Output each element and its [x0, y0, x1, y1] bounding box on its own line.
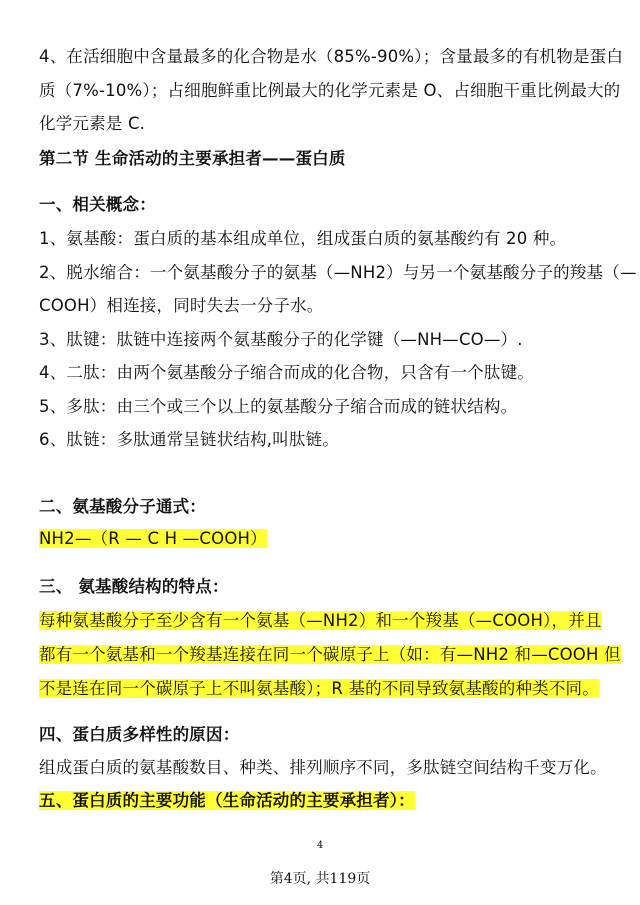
formula-line	[39, 528, 609, 550]
definition-item: 3、肽键：肽链中连接两个氨基酸分子的化学键（—NH—CO—）.	[39, 330, 523, 349]
highlighted-formula: NH2—（R — C H —COOH）	[39, 529, 267, 548]
highlighted-paragraph-line	[39, 678, 609, 700]
highlighted-heading: 五、蛋白质的主要功能（生命活动的主要承担者）：	[39, 791, 415, 810]
highlighted-text: 每种氨基酸分子至少含有一个氨基（—NH2）和一个羧基（—COOH），并且	[39, 611, 602, 630]
highlighted-text: 不是连在同一个碳原子上不叫氨基酸）；R 基的不同导致氨基酸的种类不同。	[39, 679, 599, 698]
page-number: 4	[316, 840, 324, 851]
definition-item: 5、多肽：由三个或三个以上的氨基酸分子缩合而成的链状结构。	[39, 397, 518, 416]
page-footer: 第4页, 共119页	[269, 871, 371, 887]
highlighted-paragraph-line	[39, 644, 621, 666]
paragraph-line: 4、在活细胞中含量最多的化合物是水（85%-90%）；含量最多的有机物是蛋白	[39, 47, 624, 66]
subsection-heading: 四、蛋白质多样性的原因：	[39, 725, 240, 744]
highlighted-text: 都有一个氨基和一个羧基连接在同一个碳原子上（如：有—NH2 和—COOH 但	[39, 645, 621, 664]
paragraph-line: 质（7%-10%）；占细胞鲜重比例最大的化学元素是 O、占细胞干重比例最大的	[39, 81, 621, 100]
section-heading: 第二节 生命活动的主要承担者——蛋白质	[39, 149, 346, 168]
subsection-heading: 二、氨基酸分子通式：	[39, 497, 206, 516]
definition-item-continued: COOH）相连接，同时失去一分子水。	[39, 296, 324, 315]
subsection-heading: 三、 氨基酸结构的特点：	[39, 577, 229, 596]
definition-item: 4、二肽：由两个氨基酸分子缩合而成的化合物，只含有一个肽键。	[39, 363, 534, 382]
paragraph-line: 组成蛋白质的氨基酸数目、种类、排列顺序不同，多肽链空间结构千变万化。	[39, 758, 607, 777]
highlighted-paragraph-line	[39, 610, 609, 632]
subsection-heading: 一、相关概念：	[39, 195, 156, 214]
definition-item: 2、脱水缩合：一个氨基酸分子的氨基（—NH2）与另一个氨基酸分子的羧基（—	[39, 263, 637, 282]
definition-item: 1、氨基酸：蛋白质的基本组成单位，组成蛋白质的氨基酸约有 20 种。	[39, 229, 567, 248]
paragraph-line: 化学元素是 C.	[39, 114, 146, 133]
highlighted-heading-line	[39, 790, 609, 812]
definition-item: 6、肽链：多肽通常呈链状结构,叫肽链。	[39, 430, 340, 449]
